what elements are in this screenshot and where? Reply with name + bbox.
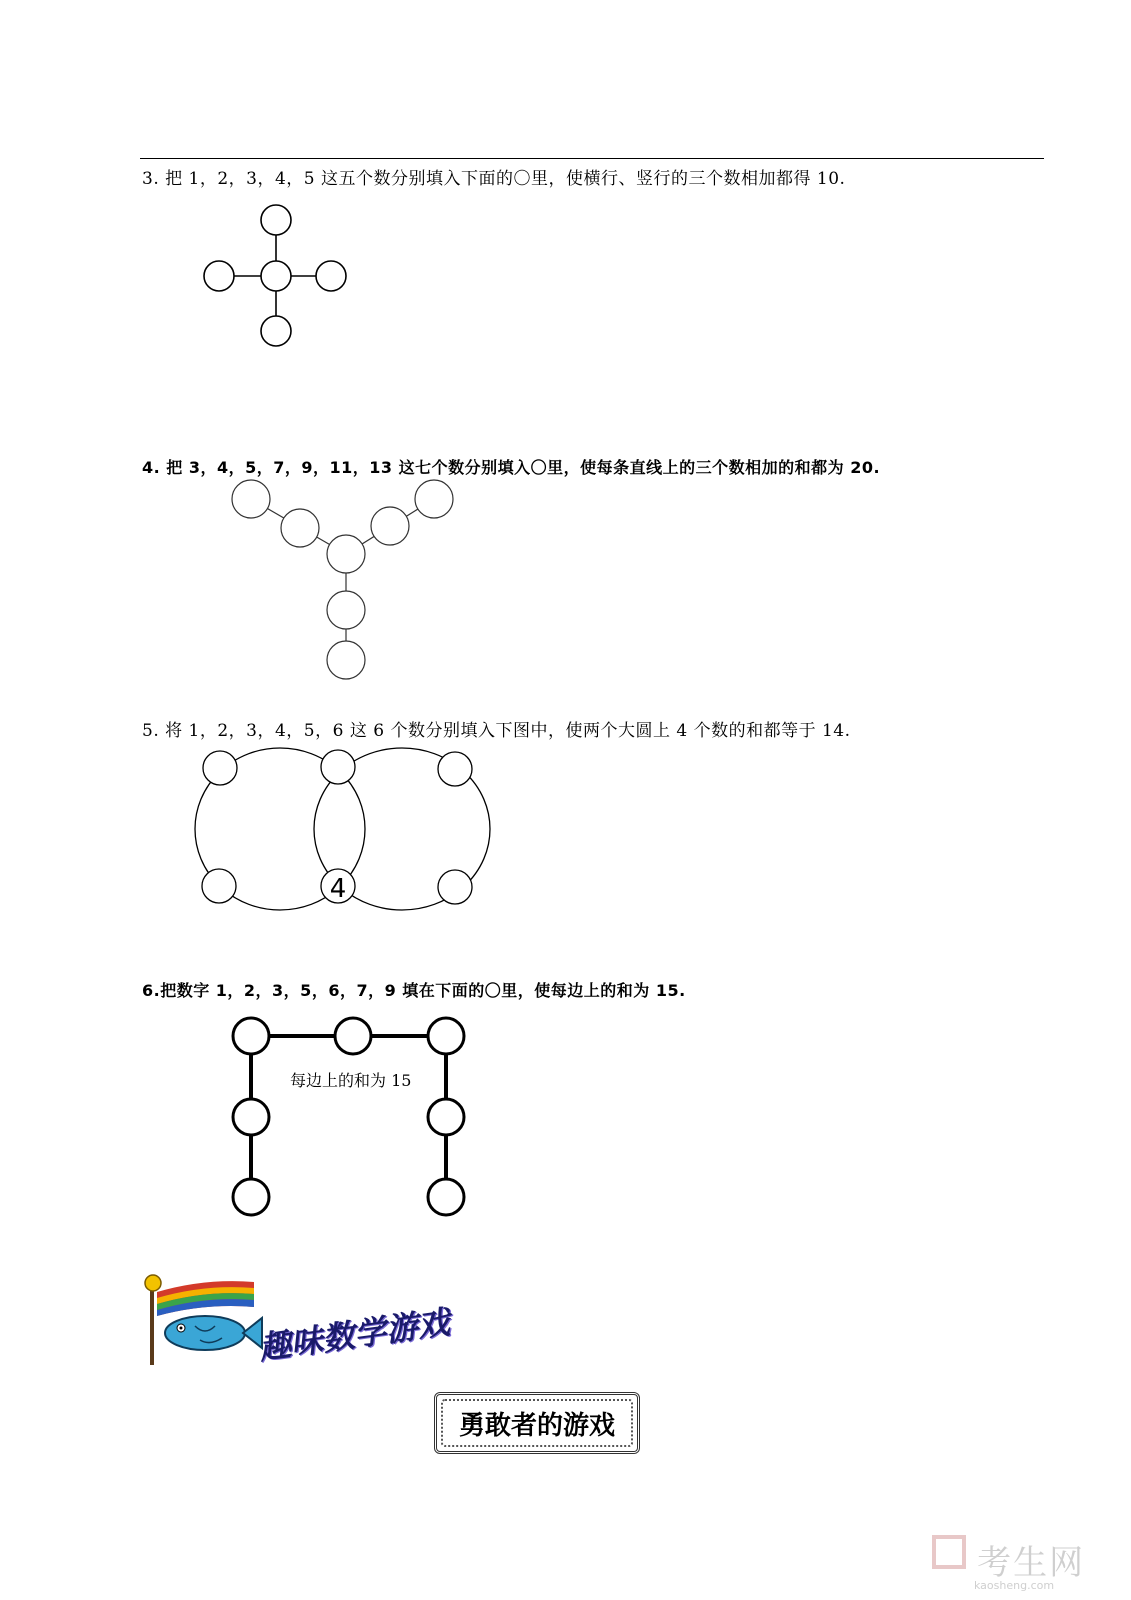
- question-6-text: 6.把数字 1，2，3，5，6，7，9 填在下面的〇里，使每边上的和为 15.: [142, 981, 686, 1000]
- q6-circle-top-left: [233, 1018, 269, 1054]
- q6-circle-left-middle: [233, 1099, 269, 1135]
- q4-y-diagram: [232, 480, 453, 679]
- q3-circle-bottom: [261, 316, 291, 346]
- q6-circle-bottom-left: [233, 1179, 269, 1215]
- q4-circle-top-left: [232, 480, 270, 518]
- q4-circle-top-right: [415, 480, 453, 518]
- q5-circle-top-middle: [321, 750, 355, 784]
- q4-circle-mid-left: [281, 509, 319, 547]
- q6-inner-label: 每边上的和为 15: [290, 1071, 412, 1090]
- q6-circle-bottom-right: [428, 1179, 464, 1215]
- q6-frame-diagram: [251, 1036, 446, 1197]
- q5-circle-bottom-right: [438, 870, 472, 904]
- q6-circle-top-middle: [335, 1018, 371, 1054]
- q3-circle-top: [261, 205, 291, 235]
- flower-icon: [145, 1275, 161, 1291]
- q3-circle-center: [261, 261, 291, 291]
- q5-circle-top-left: [203, 751, 237, 785]
- game-title: 勇敢者的游戏: [458, 1410, 615, 1441]
- q3-circle-right: [316, 261, 346, 291]
- question-3-text: 3. 把 1，2，3，4，5 这五个数分别填入下面的〇里，使横行、竖行的三个数相加都得 10.: [142, 169, 846, 189]
- watermark-brand: 考生网: [977, 1543, 1086, 1583]
- q4-circle-center: [327, 535, 365, 573]
- fun-math-illustration: [145, 1275, 262, 1365]
- question-4-text: 4. 把 3，4，5，7，9，11，13 这七个数分别填入〇里，使每条直线上的三个数相加的和都为 20.: [142, 458, 881, 477]
- q4-circle-stem-bottom: [327, 641, 365, 679]
- q3-cross-diagram: [204, 205, 346, 346]
- watermark: [932, 1535, 1086, 1592]
- q5-given-number: 4: [329, 874, 347, 904]
- q3-circle-left: [204, 261, 234, 291]
- watermark-url: kaosheng.com: [974, 1579, 1055, 1592]
- q5-circle-top-right: [438, 752, 472, 786]
- q6-circle-right-middle: [428, 1099, 464, 1135]
- q4-circle-stem-mid: [327, 591, 365, 629]
- q5-circle-bottom-left: [202, 869, 236, 903]
- game-title-box: [434, 1392, 640, 1454]
- q4-circle-mid-right: [371, 507, 409, 545]
- question-5-text: 5. 将 1，2，3，4，5，6 这 6 个数分别填入下图中，使两个大圆上 4 个数的和都等于 14.: [142, 721, 851, 741]
- q6-circle-top-right: [428, 1018, 464, 1054]
- fun-math-title: 趣味数学游戏: [256, 1302, 453, 1368]
- fish-icon: [165, 1316, 262, 1350]
- watermark-logo-icon: [932, 1535, 966, 1569]
